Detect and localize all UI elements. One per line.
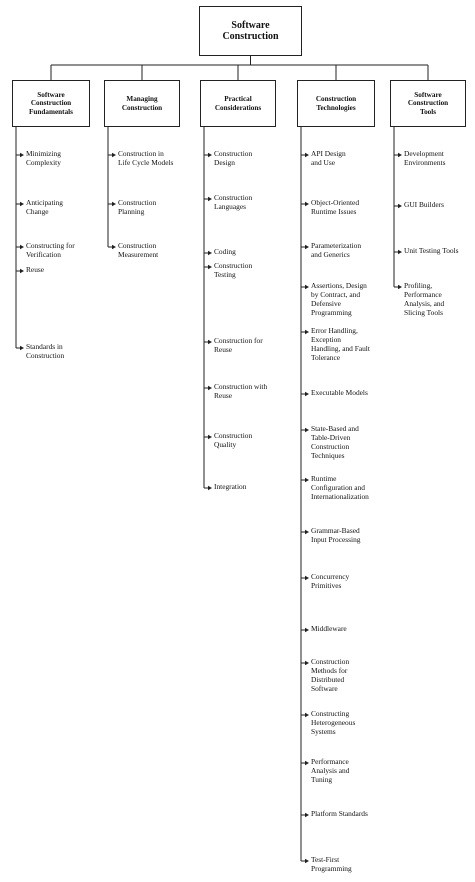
leaf-node: Integration: [214, 482, 247, 491]
arrow-head-icon: [305, 761, 309, 765]
leaf-node: Anticipating Change: [26, 198, 63, 216]
leaf-node: Platform Standards: [311, 809, 368, 818]
leaf-node: Assertions, Design by Contract, and Defensive Programming: [311, 281, 367, 317]
leaf-node: Construction Planning: [118, 198, 157, 216]
leaf-node: Object-Oriented Runtime Issues: [311, 198, 360, 216]
leaf-node: Middleware: [311, 624, 347, 633]
leaf-node: Development Environments: [404, 149, 446, 167]
arrow-head-icon: [305, 530, 309, 534]
arrow-head-icon: [208, 386, 212, 390]
leaf-node: Construction Design: [214, 149, 253, 167]
arrow-head-icon: [398, 204, 402, 208]
arrow-head-icon: [305, 428, 309, 432]
leaf-node: Executable Models: [311, 388, 368, 397]
branch-node-1: Software Construction Fundamentals: [12, 80, 90, 127]
leaf-node: Error Handling, Exception Handling, and Fault Tolerance: [311, 326, 370, 362]
arrow-head-icon: [398, 153, 402, 157]
arrow-head-icon: [305, 285, 309, 289]
arrow-head-icon: [305, 813, 309, 817]
arrow-head-icon: [112, 202, 116, 206]
branch-node-5: Software Construction Tools: [390, 80, 466, 127]
leaf-node: Construction Languages: [214, 193, 253, 211]
arrow-head-icon: [305, 576, 309, 580]
arrow-head-icon: [398, 250, 402, 254]
arrow-head-icon: [208, 153, 212, 157]
leaf-node: Runtime Configuration and Internationalization: [311, 474, 369, 501]
leaf-node: Construction Methods for Distributed Software: [311, 657, 350, 693]
leaf-node: GUI Builders: [404, 200, 445, 209]
leaf-node: Test-First Programming: [311, 855, 352, 873]
leaf-node: Unit Testing Tools: [404, 246, 459, 255]
arrow-head-icon: [305, 392, 309, 396]
leaf-node: Concurrency Primitives: [311, 572, 350, 590]
leaf-node: Minimizing Complexity: [26, 149, 61, 167]
leaf-node: Performance Analysis and Tuning: [311, 757, 350, 784]
arrow-head-icon: [305, 859, 309, 863]
arrow-head-icon: [305, 153, 309, 157]
arrow-head-icon: [20, 269, 24, 273]
arrow-head-icon: [20, 202, 24, 206]
leaf-node: Coding: [214, 247, 236, 256]
arrow-head-icon: [305, 713, 309, 717]
leaf-node: Standards in Construction: [26, 342, 65, 360]
arrow-head-icon: [112, 153, 116, 157]
arrow-head-icon: [305, 202, 309, 206]
arrow-head-icon: [208, 251, 212, 255]
arrow-head-icon: [112, 245, 116, 249]
arrow-head-icon: [208, 265, 212, 269]
arrow-head-icon: [305, 245, 309, 249]
branch-node-3: Practical Considerations: [200, 80, 276, 127]
arrow-head-icon: [305, 661, 309, 665]
leaf-node: Reuse: [26, 265, 45, 274]
leaf-node: Construction Testing: [214, 261, 253, 279]
arrow-head-icon: [208, 486, 212, 490]
arrow-head-icon: [20, 245, 24, 249]
arrow-head-icon: [208, 435, 212, 439]
arrow-head-icon: [20, 153, 24, 157]
branch-node-4: Construction Technologies: [297, 80, 375, 127]
arrow-head-icon: [208, 340, 212, 344]
arrow-head-icon: [20, 346, 24, 350]
arrow-head-icon: [305, 330, 309, 334]
leaf-node: Construction in Life Cycle Models: [118, 149, 174, 167]
arrow-head-icon: [305, 628, 309, 632]
root-node: Software Construction: [199, 6, 302, 56]
arrow-head-icon: [398, 285, 402, 289]
leaf-node: State-Based and Table-Driven Construction Techniques: [311, 424, 359, 460]
leaf-node: Grammar-Based Input Processing: [311, 526, 361, 544]
arrow-head-icon: [208, 197, 212, 201]
leaf-node: Profiling, Performance Analysis, and Slicing Tools: [404, 281, 445, 317]
leaf-node: Construction Quality: [214, 431, 253, 449]
leaf-node: API Design and Use: [311, 149, 346, 167]
leaf-node: Constructing for Verification: [26, 241, 75, 259]
leaf-node: Construction with Reuse: [214, 382, 268, 400]
leaf-node: Construction Measurement: [118, 241, 159, 259]
leaf-node: Construction for Reuse: [214, 336, 263, 354]
branch-node-2: Managing Construction: [104, 80, 180, 127]
arrow-head-icon: [305, 478, 309, 482]
leaf-node: Constructing Heterogeneous Systems: [311, 709, 356, 736]
leaf-node: Parameterization and Generics: [311, 241, 362, 259]
